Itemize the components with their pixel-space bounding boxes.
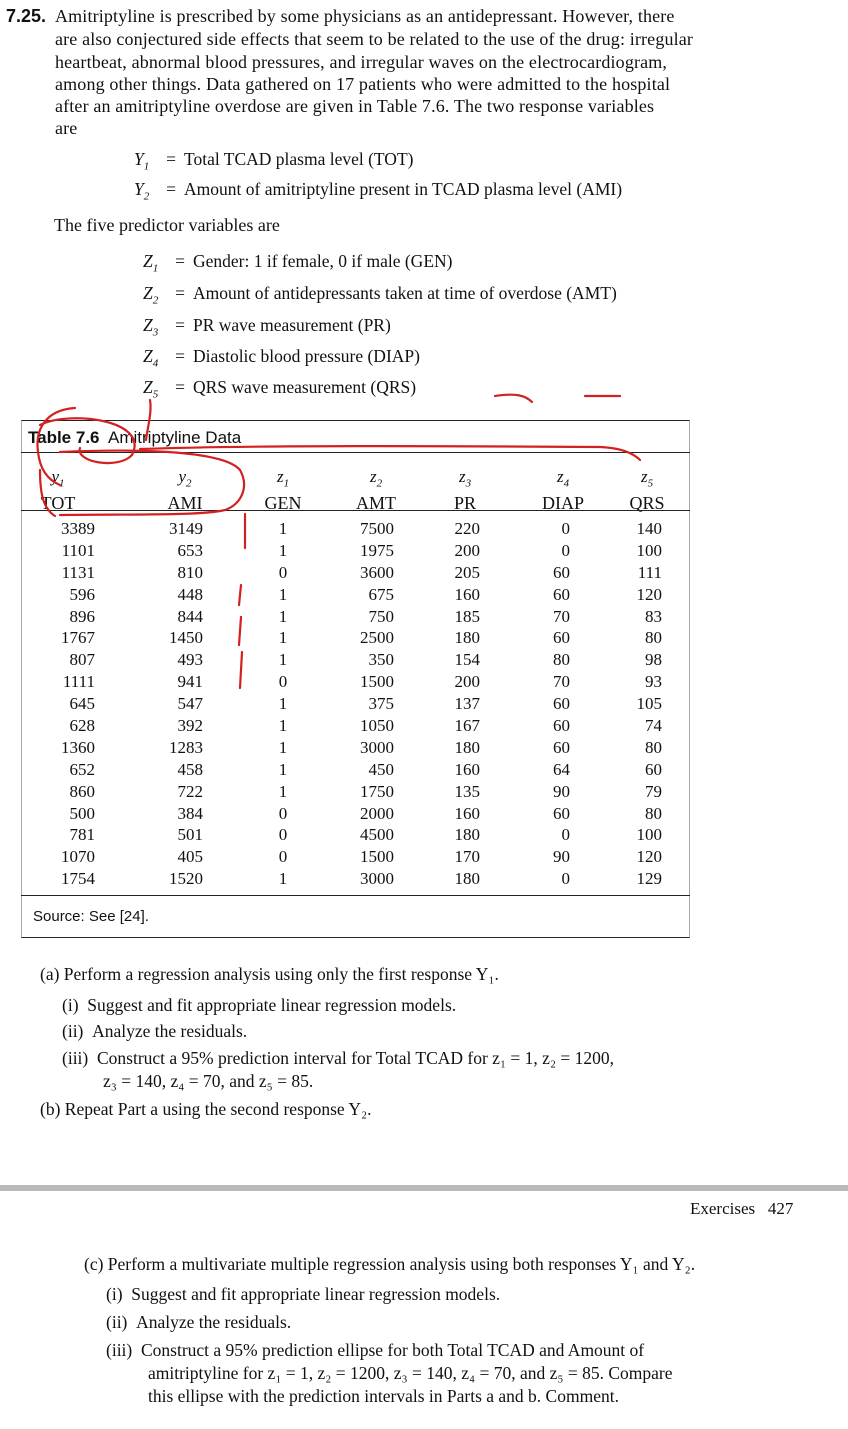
predictor-definition: $Z_3$ = PR wave measurement (PR): [143, 315, 391, 339]
problem-text-line: among other things. Data gathered on 17 patients who were admitted to the hospital: [55, 74, 671, 94]
question-a-iii-cont: z₃ = 140, z₄ = 70, and z₅ = 85.: [103, 1071, 314, 1091]
running-head: Exercises 427: [690, 1199, 794, 1218]
column-header-ami: $y_2$ AMI: [167, 467, 203, 514]
column-header-pr: $z_3$ PR: [453, 467, 477, 514]
table-cell-amt: 3000: [360, 737, 394, 757]
table-cell-amt: 1975: [360, 540, 394, 560]
table-cell-gen: 1: [278, 781, 288, 801]
table-cell-qrs: 83: [645, 606, 662, 626]
table-cell-tot: 645: [69, 694, 95, 714]
question-a-iii: (iii) Construct a 95% prediction interval for Total TCAD for z₁ = 1, z₂ = 1200,: [62, 1048, 615, 1068]
table-cell-ami: 405: [177, 847, 203, 867]
table-cell-diap: 0: [561, 825, 570, 845]
problem-text-line: heartbeat, abnormal blood pressures, and irregular waves on the electrocardiogram,: [55, 52, 668, 72]
table-cell-amt: 1750: [360, 781, 394, 801]
table-cell-diap: 70: [553, 672, 570, 692]
table-cell-gen: 1: [278, 650, 288, 670]
table-cell-diap: 60: [553, 628, 570, 648]
table-cell-ami: 3149: [169, 519, 203, 538]
table-cell-tot: 896: [69, 606, 95, 626]
table-cell-pr: 180: [454, 737, 480, 757]
table-cell-diap: 90: [553, 847, 570, 867]
question-c-iii: (iii) Construct a 95% prediction ellipse for both Total TCAD and Amount of: [106, 1340, 645, 1360]
table-cell-ami: 653: [177, 540, 203, 560]
table-cell-tot: 596: [69, 584, 95, 604]
table-cell-diap: 60: [553, 694, 570, 714]
table-cell-tot: 628: [69, 716, 95, 736]
predictor-definition: $Z_5$ = QRS wave measurement (QRS): [143, 377, 417, 401]
question-c-iii-cont: amitriptyline for z₁ = 1, z₂ = 1200, z₃ = 140, z₄ = 70, and z₅ = 85. Compare: [148, 1363, 673, 1383]
table-cell-tot: 1111: [62, 672, 95, 692]
table-cell-tot: 1070: [61, 847, 95, 867]
table-cell-tot: 3389: [61, 519, 95, 538]
table-cell-pr: 137: [454, 694, 480, 714]
table-cell-tot: 781: [69, 825, 95, 845]
table-cell-diap: 60: [553, 737, 570, 757]
question-c: (c) Perform a multivariate multiple regression analysis using both responses Y₁ and Y₂.: [84, 1254, 696, 1274]
response-definition: $Y_1$ = Total TCAD plasma level (TOT): [134, 149, 414, 173]
table-cell-diap: 80: [553, 650, 570, 670]
table-cell-ami: 1520: [169, 869, 203, 889]
table-cell-amt: 7500: [360, 519, 394, 538]
ink-stroke: [240, 652, 242, 688]
predictor-definition: $Z_4$ = Diastolic blood pressure (DIAP): [143, 346, 420, 370]
table-cell-qrs: 80: [645, 737, 662, 757]
table-cell-ami: 458: [177, 759, 203, 779]
question-a-ii: (ii) Analyze the residuals.: [62, 1021, 248, 1041]
table-cell-pr: 154: [454, 650, 480, 670]
table-cell-qrs: 60: [645, 759, 662, 779]
table-cell-ami: 810: [177, 562, 203, 582]
table-cell-pr: 180: [454, 825, 480, 845]
table-cell-qrs: 79: [645, 781, 662, 801]
problem-number: 7.25.: [6, 6, 47, 26]
table-cell-pr: 200: [454, 540, 480, 560]
table-cell-qrs: 80: [645, 628, 662, 648]
table-source: Source: See [24].: [33, 908, 149, 925]
table-cell-amt: 4500: [360, 825, 394, 845]
table-cell-amt: 750: [368, 606, 394, 626]
table-cell-amt: 1050: [360, 716, 394, 736]
table-cell-gen: 1: [278, 606, 288, 626]
table-cell-ami: 392: [177, 716, 203, 736]
ink-stroke: [239, 617, 241, 645]
table-cell-amt: 450: [368, 759, 394, 779]
table-cell-pr: 170: [454, 847, 480, 867]
table-cell-qrs: 100: [636, 540, 662, 560]
column-header-amt: $z_2$ AMT: [356, 467, 396, 514]
table-cell-qrs: 129: [636, 869, 662, 889]
table-cell-tot: 1101: [61, 540, 95, 560]
table-cell-amt: 2500: [360, 628, 394, 648]
table-cell-gen: 1: [278, 869, 288, 889]
table-cell-pr: 160: [454, 584, 480, 604]
table-cell-gen: 1: [278, 716, 288, 736]
table-cell-ami: 1450: [169, 628, 203, 648]
table-cell-gen: 1: [278, 737, 288, 757]
table-cell-gen: 0: [278, 672, 288, 692]
column-header-gen: $z_1$ GEN: [264, 467, 302, 514]
question-b: (b) Repeat Part a using the second response Y₂.: [40, 1099, 372, 1119]
table-cell-diap: 60: [553, 584, 570, 604]
table-cell-qrs: 111: [637, 562, 662, 582]
page-divider: [0, 1185, 848, 1191]
table-cell-diap: 60: [553, 562, 570, 582]
table-cell-pr: 220: [454, 519, 480, 538]
table-cell-amt: 3000: [360, 869, 394, 889]
table-title: Table 7.6 Amitriptyline Data: [28, 428, 242, 447]
table-cell-pr: 160: [454, 803, 480, 823]
table-cell-amt: 375: [368, 694, 394, 714]
table-cell-amt: 2000: [360, 803, 394, 823]
table-cell-tot: 807: [69, 650, 95, 670]
table-cell-amt: 1500: [360, 847, 394, 867]
table-cell-tot: 1754: [61, 869, 95, 889]
problem-text-line: Amitriptyline is prescribed by some physicians as an antidepressant. However, there: [55, 6, 675, 26]
column-header-tot: $y_1$ TOT: [40, 467, 76, 514]
problem-text-line: are: [55, 118, 78, 138]
table-cell-qrs: 120: [636, 584, 662, 604]
table-cell-amt: 1500: [360, 672, 394, 692]
table-cell-tot: 500: [69, 803, 95, 823]
table-cell-amt: 3600: [360, 562, 394, 582]
page-number: 427: [767, 1199, 794, 1218]
table-cell-pr: 185: [454, 606, 480, 626]
table-cell-gen: 0: [278, 562, 288, 582]
question-a: (a) Perform a regression analysis using only the first response Y₁.: [40, 964, 499, 984]
predictor-definition: $Z_1$ = Gender: 1 if female, 0 if male (GEN): [143, 251, 453, 275]
table-cell-amt: 675: [368, 584, 394, 604]
table-cell-gen: 0: [278, 803, 288, 823]
problem-text-line: after an amitriptyline overdose are given in Table 7.6. The two response variables: [55, 96, 655, 116]
column-header-qrs: $z_5$ QRS: [629, 467, 665, 514]
table-cell-pr: 167: [454, 716, 480, 736]
response-definition-text: Total TCAD plasma level (TOT): [184, 149, 414, 169]
predictor-definition: $Z_2$ = Amount of antidepressants taken at time of overdose (AMT): [143, 283, 617, 307]
table-cell-amt: 350: [368, 650, 394, 670]
table-cell-ami: 493: [177, 650, 203, 670]
table-cell-qrs: 93: [645, 672, 662, 692]
table-cell-qrs: 105: [636, 694, 662, 714]
table-cell-qrs: 100: [636, 825, 662, 845]
table-cell-qrs: 74: [645, 716, 662, 736]
table-cell-tot: 1767: [61, 628, 95, 648]
question-c-iii-cont: this ellipse with the prediction intervals in Parts a and b. Comment.: [148, 1386, 619, 1406]
table-cell-qrs: 140: [636, 519, 662, 538]
table-cell-diap: 0: [561, 519, 570, 538]
table-cell-ami: 501: [177, 825, 203, 845]
table-cell-pr: 160: [454, 759, 480, 779]
table-cell-pr: 180: [454, 869, 480, 889]
table-cell-diap: 64: [553, 759, 570, 779]
response-definition: $Y_2$ = Amount of amitriptyline present in TCAD plasma level (AMI): [134, 179, 623, 203]
table-cell-qrs: 80: [645, 803, 662, 823]
table-cell-pr: 205: [454, 562, 480, 582]
ink-stroke: [239, 585, 241, 605]
table-cell-diap: 90: [553, 781, 570, 801]
table-cell-qrs: 120: [636, 847, 662, 867]
table-cell-pr: 135: [454, 781, 480, 801]
table-cell-ami: 547: [177, 694, 203, 714]
table-cell-ami: 1283: [169, 737, 203, 757]
table-cell-ami: 941: [177, 672, 203, 692]
table-cell-pr: 200: [454, 672, 480, 692]
predictor-intro: The five predictor variables are: [54, 215, 280, 235]
table-cell-tot: 652: [69, 759, 95, 779]
table-cell-diap: 70: [553, 606, 570, 626]
column-header-diap: $z_4$ DIAP: [541, 467, 584, 514]
table-cell-gen: 1: [278, 759, 288, 779]
question-c-i: (i) Suggest and fit appropriate linear regression models.: [106, 1284, 501, 1304]
table-cell-tot: 860: [69, 781, 95, 801]
table-cell-ami: 844: [177, 606, 203, 626]
table-cell-qrs: 98: [645, 650, 662, 670]
response-definition-text: Amount of amitriptyline present in TCAD plasma level (AMI): [184, 179, 623, 199]
table-cell-ami: 448: [177, 584, 203, 604]
table-cell-diap: 60: [553, 716, 570, 736]
table-cell-tot: 1360: [61, 737, 95, 757]
question-a-i: (i) Suggest and fit appropriate linear regression models.: [62, 995, 457, 1015]
table-cell-gen: 1: [278, 694, 288, 714]
table-cell-diap: 60: [553, 803, 570, 823]
ink-stroke: [40, 418, 135, 463]
table-cell-gen: 0: [278, 847, 288, 867]
table-cell-ami: 722: [177, 781, 203, 801]
table-cell-gen: 0: [278, 825, 288, 845]
table-cell-gen: 1: [278, 519, 288, 538]
ink-stroke: [495, 395, 532, 402]
question-c-ii: (ii) Analyze the residuals.: [106, 1312, 292, 1332]
table-cell-pr: 180: [454, 628, 480, 648]
table-cell-tot: 1131: [61, 562, 95, 582]
ink-stroke: [146, 400, 151, 440]
table-cell-ami: 384: [177, 803, 203, 823]
table-cell-gen: 1: [278, 584, 288, 604]
problem-text-line: are also conjectured side effects that seem to be related to the use of the drug: irregular: [55, 29, 694, 49]
table-cell-diap: 0: [561, 540, 570, 560]
table-cell-diap: 0: [561, 869, 570, 889]
table-cell-gen: 1: [278, 540, 288, 560]
table-cell-gen: 1: [278, 628, 288, 648]
